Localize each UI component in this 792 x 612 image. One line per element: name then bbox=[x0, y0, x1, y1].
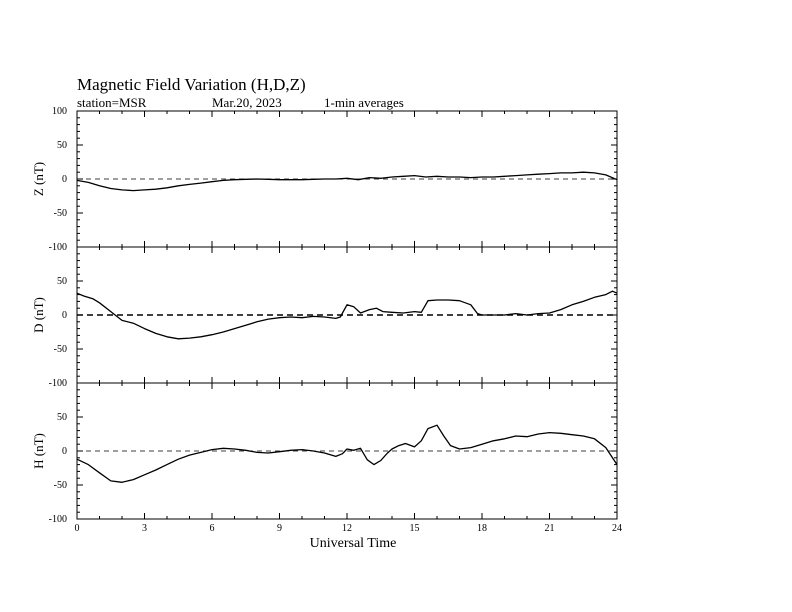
y-tick-label: 50 bbox=[57, 412, 67, 423]
x-tick-label: 18 bbox=[477, 523, 487, 534]
x-tick-label: 0 bbox=[74, 523, 80, 534]
x-tick-label: 21 bbox=[544, 523, 555, 534]
x-tick-label: 6 bbox=[209, 523, 215, 534]
y-tick-label: 0 bbox=[62, 310, 67, 321]
x-tick-label: 24 bbox=[612, 523, 622, 534]
averaging-label: 1-min averages bbox=[324, 95, 404, 110]
y-tick-label: -50 bbox=[53, 480, 67, 491]
x-tick-label: 15 bbox=[409, 523, 420, 534]
station-label: station=MSR bbox=[77, 95, 147, 110]
y-tick-label: -50 bbox=[53, 344, 67, 355]
y-axis-label: H (nT) bbox=[31, 433, 46, 469]
x-tick-label: 3 bbox=[142, 523, 147, 534]
x-tick-label: 12 bbox=[342, 523, 352, 534]
x-tick-label: 9 bbox=[277, 523, 282, 534]
y-tick-label: -100 bbox=[48, 242, 67, 253]
y-tick-label: -100 bbox=[48, 378, 67, 389]
y-axis-label: D (nT) bbox=[31, 297, 46, 333]
y-tick-label: -50 bbox=[53, 208, 67, 219]
y-tick-label: 50 bbox=[57, 140, 67, 151]
y-axis-label: Z (nT) bbox=[31, 161, 46, 197]
y-tick-label: 0 bbox=[62, 446, 67, 457]
x-axis-label: Universal Time bbox=[309, 536, 397, 551]
y-tick-label: -100 bbox=[48, 514, 67, 525]
date-label: Mar.20, 2023 bbox=[212, 95, 282, 110]
y-tick-label: 0 bbox=[62, 174, 67, 185]
y-tick-label: 100 bbox=[52, 106, 67, 117]
series-line-h bbox=[77, 425, 617, 482]
chart-title: Magnetic Field Variation (H,D,Z) bbox=[77, 75, 306, 94]
series-line-z bbox=[77, 172, 617, 190]
y-tick-label: 50 bbox=[57, 276, 67, 287]
